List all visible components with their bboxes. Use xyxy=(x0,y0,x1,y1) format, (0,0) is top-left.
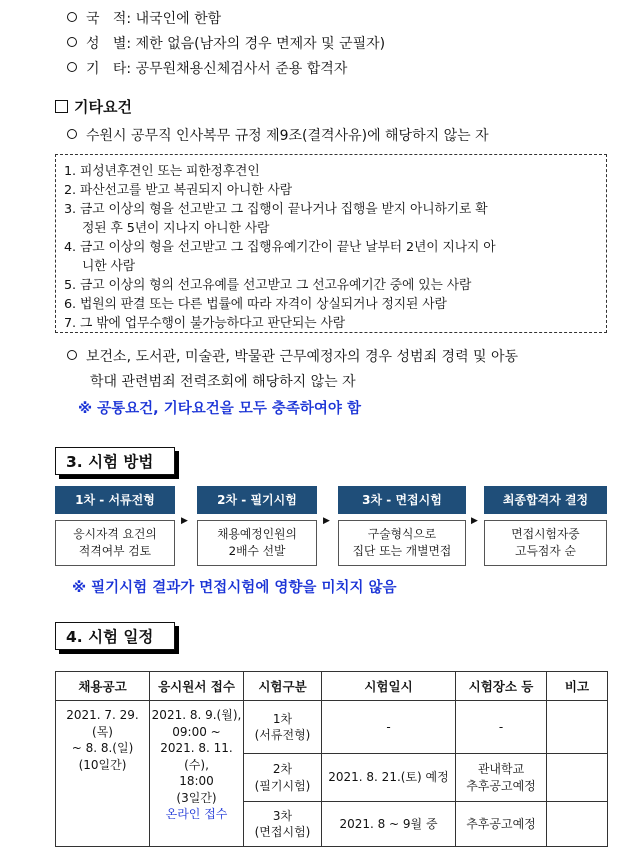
exam-date: - xyxy=(322,701,456,754)
disqualification-box xyxy=(55,154,607,333)
exam-place: 관내학교 추후공고예정 xyxy=(456,754,547,802)
apply-period: 2021. 8. 9.(월), 09:00 ~ 2021. 8. 11.(수), 18:00 (3일간) 온라인 접수 xyxy=(150,701,244,847)
other-extra: 보건소, 도서관, 미술관, 박물관 근무예정자의 경우 성범죄 경력 및 아동 xyxy=(67,346,518,366)
requirements-note: ※ 공통요건, 기타요건을 모두 충족하여야 함 xyxy=(78,401,361,417)
list-item: 3. 금고 이상의 형을 선고받고 그 집행이 끝나거나 집행을 받지 아니하기로 확 xyxy=(64,202,488,217)
flow-step-1-head: 1차 - 서류전형 xyxy=(55,486,175,514)
flow-arrow-icon: ▶ xyxy=(181,516,188,526)
list-item: 1. 피성년후견인 또는 피한정후견인 xyxy=(64,164,260,179)
col-header-announce: 채용공고 xyxy=(56,672,150,701)
section-title-schedule: 4. 시험 일정 xyxy=(55,622,175,650)
bullet-circle-icon xyxy=(67,350,77,360)
exam-date: 2021. 8. 21.(토) 예정 xyxy=(322,754,456,802)
list-item: 4. 금고 이상의 형을 선고받고 그 집행유예기간이 끝난 날부터 2년이 지나지 아 xyxy=(64,240,496,255)
flow-step-1-body: 응시자격 요건의 적격여부 검토 xyxy=(55,520,175,566)
exam-remarks xyxy=(547,754,608,802)
bullet-circle-icon xyxy=(67,37,77,47)
col-header-date: 시험일시 xyxy=(322,672,456,701)
flow-step-3-body: 구술형식으로 집단 또는 개별면접 xyxy=(338,520,466,566)
exam-remarks xyxy=(547,802,608,847)
schedule-table xyxy=(55,671,608,847)
flow-step-3-head: 3차 - 면접시험 xyxy=(338,486,466,514)
table-header-row xyxy=(56,672,608,701)
list-item: 5. 금고 이상의 형의 선고유예를 선고받고 그 선고유예기간 중에 있는 사람 xyxy=(64,278,472,293)
exam-type: 3차 (면접시험) xyxy=(244,802,322,847)
list-item: 2. 파산선고를 받고 복권되지 아니한 사람 xyxy=(64,183,293,198)
exam-type: 1차 (서류전형) xyxy=(244,701,322,754)
list-item: 6. 법원의 판결 또는 다른 법률에 따라 자격이 상실되거나 정지된 사람 xyxy=(64,297,447,312)
table-row xyxy=(56,701,608,754)
list-item: 7. 그 밖에 업무수행이 불가능하다고 판단되는 사람 xyxy=(64,316,346,331)
exam-remarks xyxy=(547,701,608,754)
bullet-circle-icon xyxy=(67,62,77,72)
exam-place: 추후공고예정 xyxy=(456,802,547,847)
flow-step-4-head: 최종합격자 결정 xyxy=(484,486,607,514)
bullet-circle-icon xyxy=(67,129,77,139)
flow-step-2-body: 채용예정인원의 2배수 선발 xyxy=(197,520,317,566)
announce-period: 2021. 7. 29.(목) ~ 8. 8.(일) (10일간) xyxy=(56,701,150,847)
qual-other: 기 타: 공무원채용신체검사서 준용 합격자 xyxy=(67,58,347,78)
exam-date: 2021. 8 ~ 9월 중 xyxy=(322,802,456,847)
col-header-type: 시험구분 xyxy=(244,672,322,701)
bullet-circle-icon xyxy=(67,12,77,22)
other-extra-cont: 학대 관련범죄 전력조회에 해당하지 않는 자 xyxy=(90,374,356,390)
qual-nationality: 국 적: 내국인에 한함 xyxy=(67,8,221,28)
list-item: 니한 사람 xyxy=(82,259,136,274)
bullet-square-icon xyxy=(55,100,68,113)
other-requirements-header: 기타요건 xyxy=(55,96,132,117)
section-title-method: 3. 시험 방법 xyxy=(55,447,175,475)
flow-arrow-icon: ▶ xyxy=(471,516,478,526)
flow-step-2-head: 2차 - 필기시험 xyxy=(197,486,317,514)
col-header-apply: 응시원서 접수 xyxy=(150,672,244,701)
col-header-remarks: 비고 xyxy=(547,672,608,701)
flow-step-4-body: 면접시험자중 고득점자 순 xyxy=(484,520,607,566)
exam-place: - xyxy=(456,701,547,754)
other-intro: 수원시 공무직 인사복무 규정 제9조(결격사유)에 해당하지 않는 자 xyxy=(67,125,489,145)
apply-online: 온라인 접수 xyxy=(165,807,228,821)
col-header-place: 시험장소 등 xyxy=(456,672,547,701)
qual-gender: 성 별: 제한 없음(남자의 경우 면제자 및 군필자) xyxy=(67,33,385,53)
method-note: ※ 필기시험 결과가 면접시험에 영향을 미치지 않음 xyxy=(72,580,397,596)
exam-type: 2차 (필기시험) xyxy=(244,754,322,802)
flow-arrow-icon: ▶ xyxy=(323,516,330,526)
list-item: 정된 후 5년이 지나지 아니한 사람 xyxy=(82,221,270,236)
